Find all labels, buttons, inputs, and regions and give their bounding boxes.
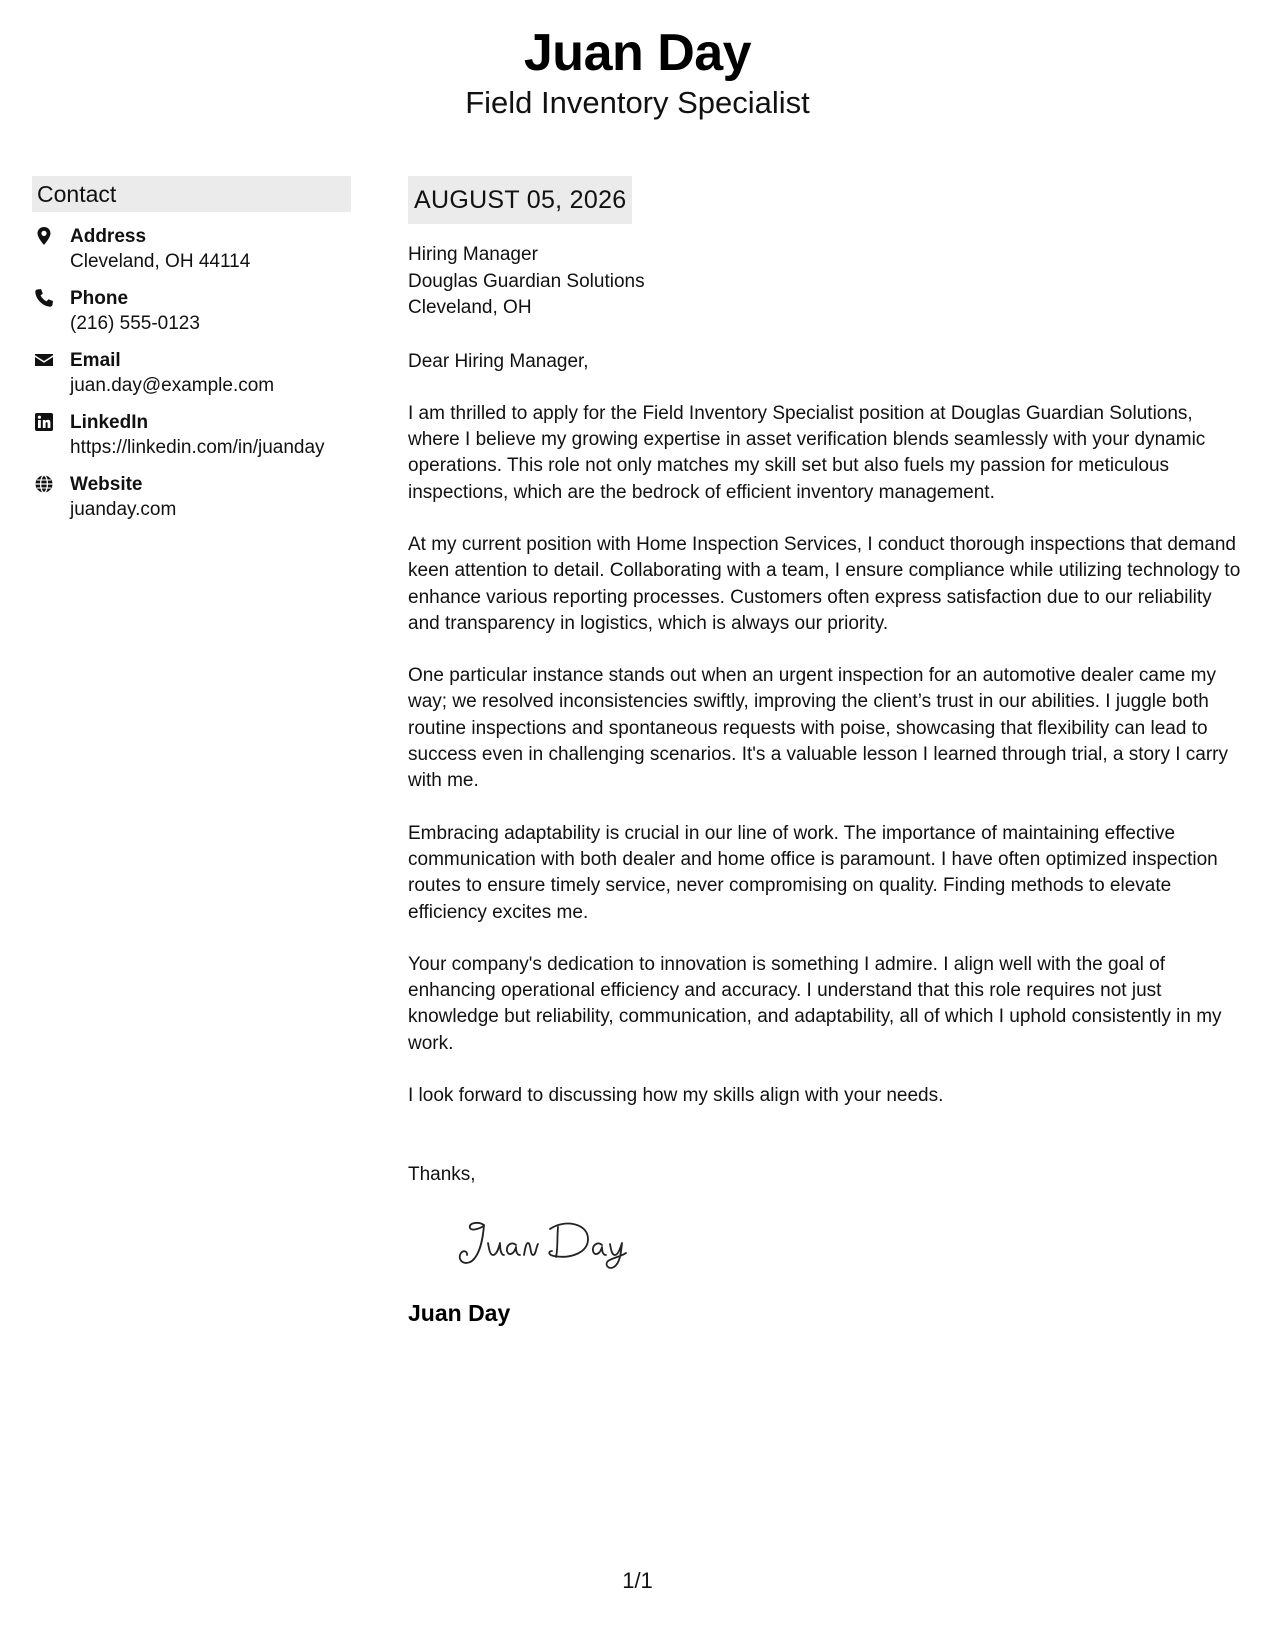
recipient-line: Hiring Manager — [408, 244, 538, 265]
recipient-line: Cleveland, OH — [408, 297, 532, 318]
handwritten-signature — [454, 1213, 654, 1271]
page-number: 1/1 — [622, 1568, 653, 1593]
letter-date: AUGUST 05, 2026 — [408, 176, 632, 224]
contact-website — [32, 472, 351, 522]
contact-linkedin — [32, 410, 351, 460]
signed-name: Juan Day — [408, 1299, 511, 1326]
paragraph: I am thrilled to apply for the Field Inventory Specialist position at Douglas Guardian Solutions, where I believe my growing expertise in asset verification blends seamlessly with your dynamic operations. This role not only matches my skill set but also fuels my passion for meticulous inspections, which are the bedrock of efficient inventory management. — [408, 402, 1206, 503]
envelope-icon — [34, 350, 54, 370]
recipient-line: Douglas Guardian Solutions — [408, 270, 645, 292]
paragraph: One particular instance stands out when an urgent inspection for an automotive dealer came my way; we resolved inconsistencies swiftly, improving the client’s trust in our abilities. I juggle both routine inspections and spontaneous requests with poise, showcasing that flexibility can lead to success even in challenging scenarios. It's a valuable lesson I learned through trial, a story I carry with me. — [408, 665, 1228, 792]
email-link[interactable]: juan.day@example.com — [70, 375, 275, 396]
paragraph: Embracing adaptability is crucial in our line of work. The importance of maintaining effective communication with both dealer and home office is paramount. I have often optimized inspection routes to ensure timely service, never compromising on quality. Finding methods to elevate efficiency excites me. — [408, 822, 1218, 923]
closing: Thanks, — [408, 1164, 476, 1186]
map-pin-icon — [34, 226, 54, 246]
contact-label: LinkedIn — [70, 412, 149, 433]
linkedin-icon — [34, 412, 54, 432]
paragraph: At my current position with Home Inspection Services, I conduct thorough inspections that demand keen attention to detail. Collaborating with a team, I ensure compliance while utilizing technology to enhance various reporting processes. Customers often express satisfaction due to our reliability and transparency in logistics, which is always our priority. — [408, 533, 1241, 634]
contact-section-title: Contact — [32, 176, 351, 212]
letter-header — [0, 22, 1275, 122]
paragraph: I look forward to discussing how my skills align with your needs. — [408, 1085, 944, 1107]
recipient-block — [408, 242, 1248, 322]
letter-body — [408, 176, 1248, 1328]
linkedin-link[interactable]: https://linkedin.com/in/juanday — [70, 437, 325, 458]
contact-label: Website — [70, 474, 143, 495]
contact-email — [32, 348, 351, 398]
paragraph: Your company's dedication to innovation is something I admire. I align well with the goal of enhancing operational efficiency and accuracy. I understand that this role requires not just knowledge but reliability, communication, and adaptability, all of which I uphold consistently in my work. — [408, 953, 1222, 1054]
contact-address — [32, 224, 351, 274]
applicant-name: Juan Day — [523, 24, 752, 82]
contact-label: Email — [70, 350, 121, 371]
job-title: Field Inventory Specialist — [465, 85, 810, 120]
salutation: Dear Hiring Manager, — [408, 350, 589, 372]
contact-sidebar — [32, 176, 351, 522]
contact-value: Cleveland, OH 44114 — [70, 251, 251, 272]
phone-icon — [34, 288, 54, 308]
contact-value: (216) 555-0123 — [70, 313, 200, 334]
contact-label: Phone — [70, 288, 129, 309]
contact-label: Address — [70, 226, 147, 247]
globe-icon — [34, 474, 54, 494]
contact-phone — [32, 286, 351, 336]
website-link[interactable]: juanday.com — [70, 499, 177, 520]
